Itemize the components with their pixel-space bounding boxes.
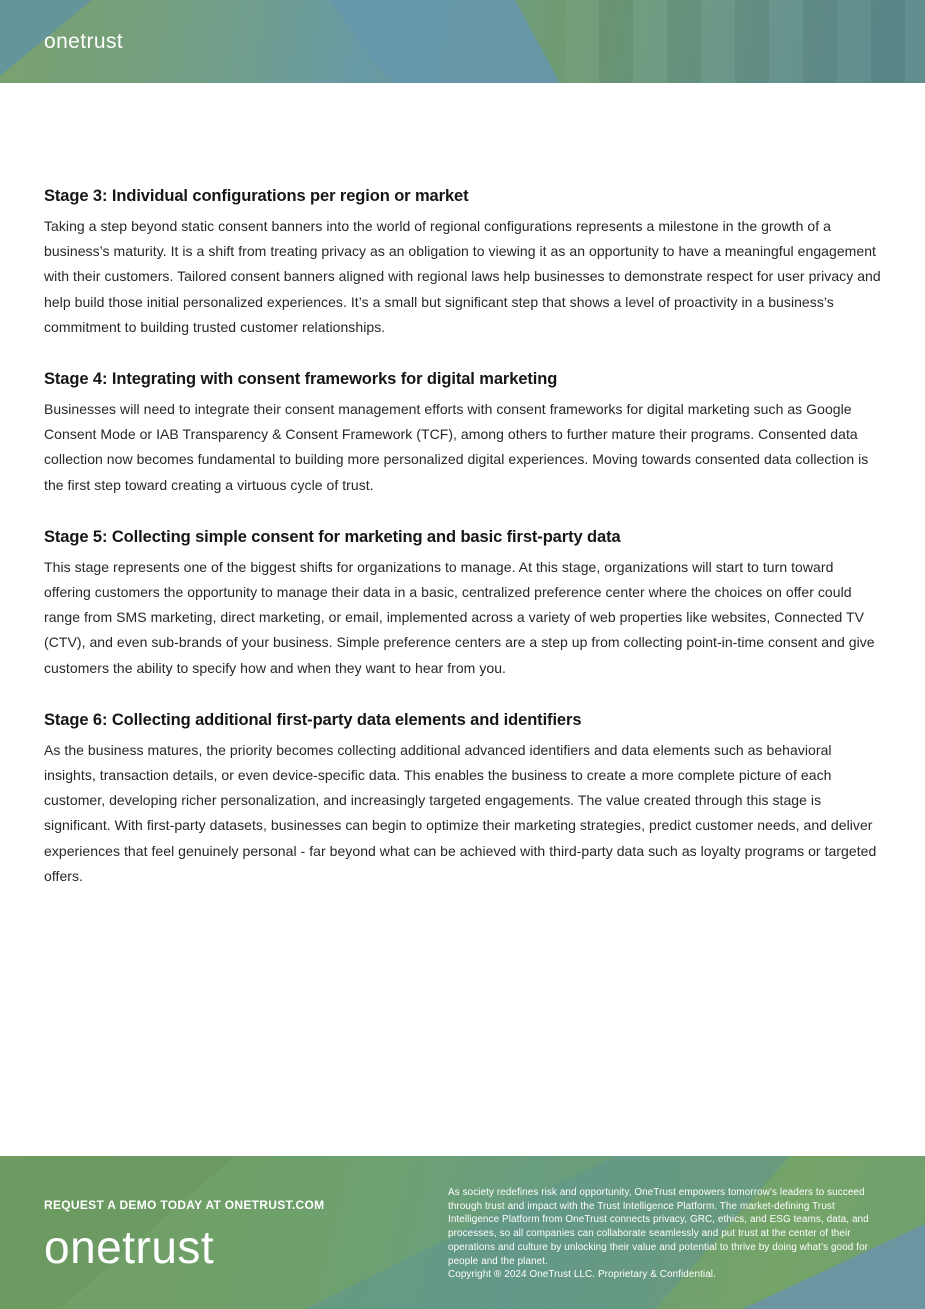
section-body: As the business matures, the priority becomes collecting additional advanced identifiers and data elements such as behavioral insights, transaction details, or even device-specific data. This enables the business to create a more complete picture of each customer, developing richer personalization, and increasingly targeted engagements. The value created through this stage is significant. With first-party datasets, businesses can begin to optimize their marketing strategies, predict customer needs, and deliver experiences that feel genuinely personal - far beyond what can be achieved with third-party data such as loyalty programs or targeted offers. <box>44 741 877 884</box>
header-banner <box>0 0 925 83</box>
section-stage-6 <box>44 710 881 889</box>
section-heading: Stage 5: Collecting simple consent for marketing and basic first-party data <box>44 527 621 546</box>
section-stage-3 <box>44 186 881 340</box>
footer-copyright-text: Copyright ® 2024 OneTrust LLC. Proprietary & Confidential. <box>448 1269 716 1281</box>
header-stripe-texture <box>565 0 925 83</box>
onetrust-logo-large: onetrust <box>44 1221 215 1273</box>
footer-about-text: As society redefines risk and opportunity, OneTrust empowers tomorrow’s leaders to succeed through trust and impact with the Trust Intelligence Platform. The market-defining Trust Intelligence Platform from OneTrust connects privacy, GRC, ethics, and ESG teams, data, and processes, so all companies can collaborate seamlessly and put trust at the center of their operations and culture by unlocking their value and potential to thrive by doing what’s good for people and the planet. <box>448 1187 869 1267</box>
section-heading: Stage 4: Integrating with consent frameworks for digital marketing <box>44 370 558 389</box>
section-body: Taking a step beyond static consent banners into the world of regional configurations represents a milestone in the growth of a business’s maturity. It is a shift from treating privacy as an obligation to viewing it as an opportunity to have a meaningful engagement with their customers. Tailored consent banners aligned with regional laws help businesses to demonstrate respect for user privacy and help build those initial personalized experiences. It’s a small but significant step that shows a level of proactivity in a business’s commitment to building trusted customer relationships. <box>44 218 881 335</box>
onetrust-logo: onetrust <box>44 30 124 53</box>
section-heading: Stage 6: Collecting additional first-party data elements and identifiers <box>44 710 582 729</box>
section-body: Businesses will need to integrate their consent management efforts with consent frameworks for digital marketing such as Google Consent Mode or IAB Transparency & Consent Framework (TCF), among others to further mature their programs. Consented data collection now becomes fundamental to building more personalized digital experiences. Moving towards consented data collection is the first step toward creating a virtuous cycle of trust. <box>44 401 869 493</box>
section-stage-4 <box>44 369 881 498</box>
section-heading: Stage 3: Individual configurations per region or market <box>44 187 469 205</box>
header-diagonal-shape-mid <box>315 0 570 83</box>
section-stage-5 <box>44 527 881 681</box>
footer-left-block <box>44 1198 324 1271</box>
footer-banner <box>0 1156 925 1309</box>
page-content <box>0 83 925 918</box>
section-body: This stage represents one of the biggest shifts for organizations to manage. At this stage, organizations will start to turn toward offering customers the opportunity to manage their data in a basic, centralized preference center where the choices on offer could range from SMS marketing, direct marketing, or email, implemented across a variety of web properties like websites, Connected TV (CTV), and even sub-brands of your business. Simple preference centers are a step up from collecting point-in-time consent and give customers the ability to specify how and when they want to hear from you. <box>44 558 875 676</box>
footer-about-block <box>448 1186 874 1282</box>
request-demo-text: REQUEST A DEMO TODAY AT ONETRUST.COM <box>44 1198 325 1212</box>
